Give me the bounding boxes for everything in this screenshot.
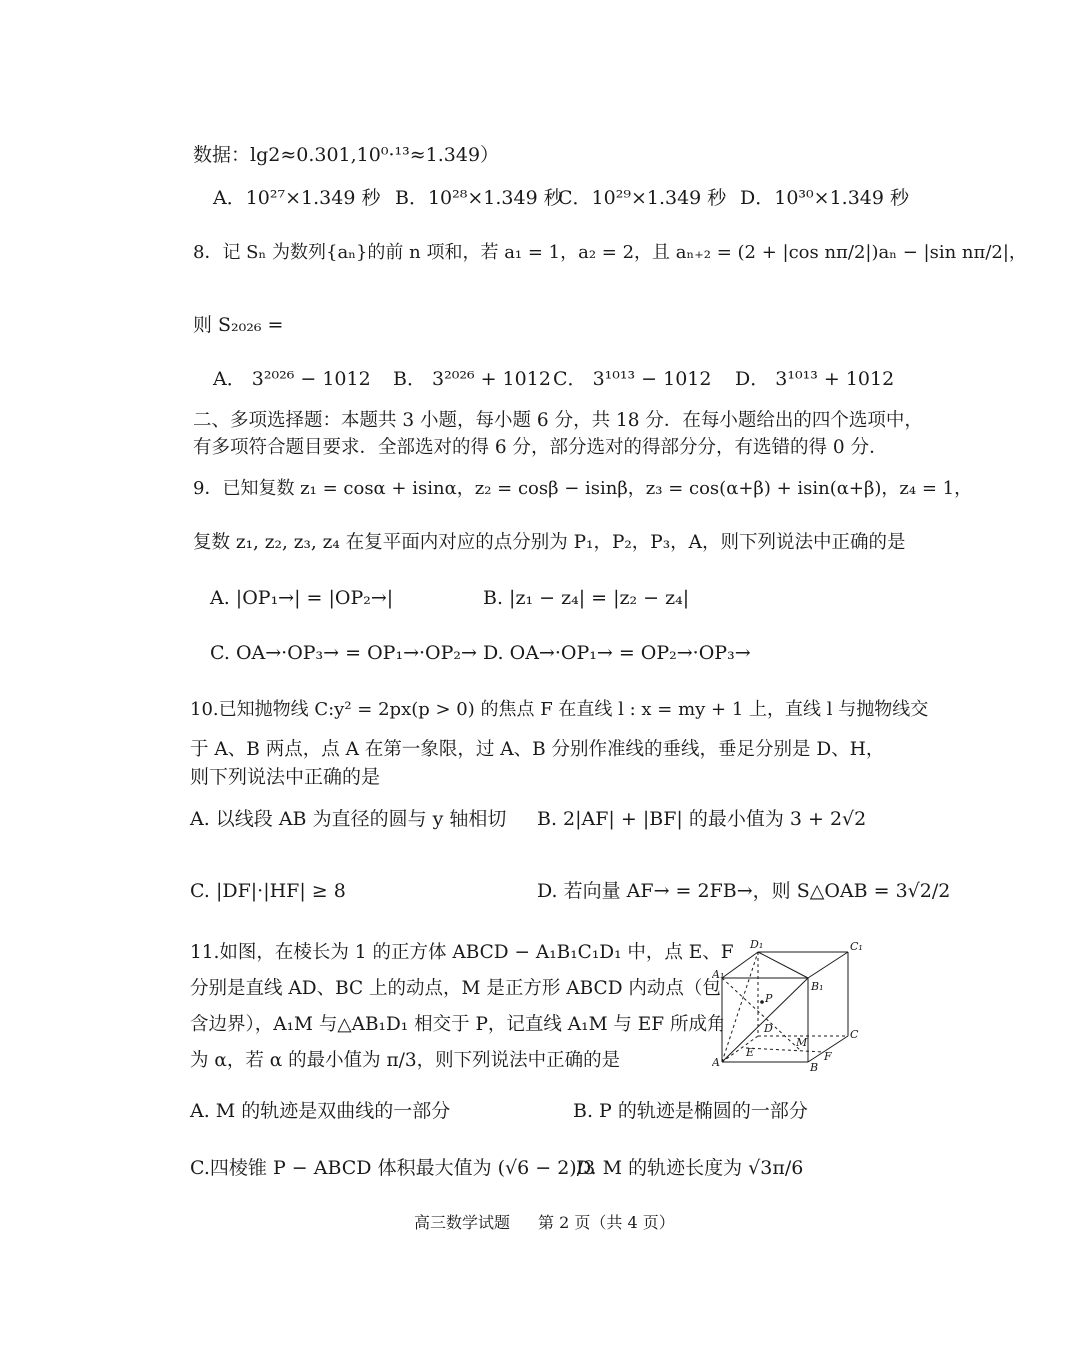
fig-label-p: P (765, 992, 773, 1005)
q7-data-line: 数据：lg2≈0.301,10⁰·¹³≈1.349） (193, 144, 500, 166)
fig-label-d: D (764, 1022, 773, 1035)
q7-option-b: B．10²⁸×1.349 秒 (395, 187, 563, 209)
fig-label-d1: D₁ (750, 938, 764, 951)
q9-option-b: B. |z₁ − z₄| = |z₂ − z₄| (483, 587, 690, 609)
q11-stem-line1: 11.如图，在棱长为 1 的正方体 ABCD − A₁B₁C₁D₁ 中，点 E、F (190, 942, 734, 963)
fig-label-f: F (824, 1050, 832, 1063)
q11-option-b: B. P 的轨迹是椭圆的一部分 (573, 1100, 808, 1122)
footer-subject: 高三数学试题 (414, 1213, 511, 1232)
q11-option-d: D. M 的轨迹长度为 √3π/6 (576, 1157, 804, 1179)
q10-option-b: B. 2|AF| + |BF| 的最小值为 3 + 2√2 (537, 808, 867, 830)
q11-stem-line2: 分别是直线 AD、BC 上的动点，M 是正方形 ABCD 内动点（包 (190, 978, 721, 999)
q8-option-c: C． 3¹⁰¹³ − 1012 (553, 368, 712, 390)
q7-option-a: A．10²⁷×1.349 秒 (213, 187, 381, 209)
q9-option-d: D. OA→·OP₁→ = OP₂→·OP₃→ (483, 642, 751, 664)
q9-option-c: C. OA→·OP₃→ = OP₁→·OP₂→ (210, 642, 477, 664)
q11-option-a: A. M 的轨迹是双曲线的一部分 (190, 1100, 451, 1122)
fig-label-a: A (712, 1056, 720, 1069)
footer-page-number: 第 2 页（共 4 页） (538, 1213, 675, 1232)
q8-stem-line2: 则 S₂₀₂₆ = (193, 314, 284, 336)
fig-label-b: B (810, 1061, 819, 1074)
q8-stem-line1: 8．记 Sₙ 为数列{aₙ}的前 n 项和，若 a₁ = 1，a₂ = 2，且 aₙ₊₂ = (2 + |cos nπ/2|)aₙ − |sin nπ/2|， (193, 242, 1027, 263)
q8-option-b: B． 3²⁰²⁶ + 1012 (393, 368, 551, 390)
q8-option-a: A． 3²⁰²⁶ − 1012 (213, 368, 371, 390)
q8-option-d: D． 3¹⁰¹³ + 1012 (735, 368, 895, 390)
section2-line2: 有多项符合题目要求．全部选对的得 6 分，部分选对的得部分分，有选错的得 0 分． (193, 437, 888, 458)
q10-stem-line2: 于 A、B 两点，点 A 在第一象限，过 A、B 分别作准线的垂线，垂足分别是 D、H， (190, 739, 885, 760)
q11-option-c: C.四棱锥 P − ABCD 体积最大值为 (√6 − 2)/3 (190, 1157, 596, 1179)
q10-stem-line3: 则下列说法中正确的是 (190, 766, 381, 788)
q9-stem-line2: 复数 z₁, z₂, z₃, z₄ 在复平面内对应的点分别为 P₁，P₂，P₃，A，则下列说法中正确的是 (193, 532, 906, 553)
q11-stem-line3: 含边界），A₁M 与△AB₁D₁ 相交于 P，记直线 A₁M 与 EF 所成角 (190, 1014, 726, 1035)
fig-label-e: E (746, 1046, 755, 1059)
q10-option-a: A. 以线段 AB 为直径的圆与 y 轴相切 (190, 808, 507, 830)
q7-option-c: C．10²⁹×1.349 秒 (558, 187, 727, 209)
fig-label-c1: C₁ (850, 940, 863, 953)
fig-label-c: C (850, 1028, 859, 1041)
section2-line1: 二、多项选择题：本题共 3 小题，每小题 6 分，共 18 分．在每小题给出的四个选项中， (193, 410, 923, 431)
q10-stem-line1: 10.已知抛物线 C:y² = 2px(p > 0) 的焦点 F 在直线 l : x = my + 1 上，直线 l 与抛物线交 (190, 699, 929, 720)
q9-option-a: A. |OP₁→| = |OP₂→| (210, 587, 394, 609)
fig-label-m: M (796, 1036, 808, 1049)
q10-option-c: C. |DF|·|HF| ≥ 8 (190, 880, 346, 902)
q7-option-d: D．10³⁰×1.349 秒 (740, 187, 909, 209)
fig-label-b1: B₁ (811, 980, 824, 993)
fig-label-a1: A₁ (712, 968, 725, 981)
q9-stem-line1: 9．已知复数 z₁ = cosα + isinα，z₂ = cosβ − isinβ，z₃ = cos(α+β) + isin(α+β)，z₄ = 1， (193, 478, 973, 499)
q11-stem-line4: 为 α，若 α 的最小值为 π/3，则下列说法中正确的是 (190, 1050, 621, 1071)
cube-figure (712, 938, 872, 1074)
q10-option-d: D. 若向量 AF→ = 2FB→，则 S△OAB = 3√2/2 (537, 880, 951, 902)
